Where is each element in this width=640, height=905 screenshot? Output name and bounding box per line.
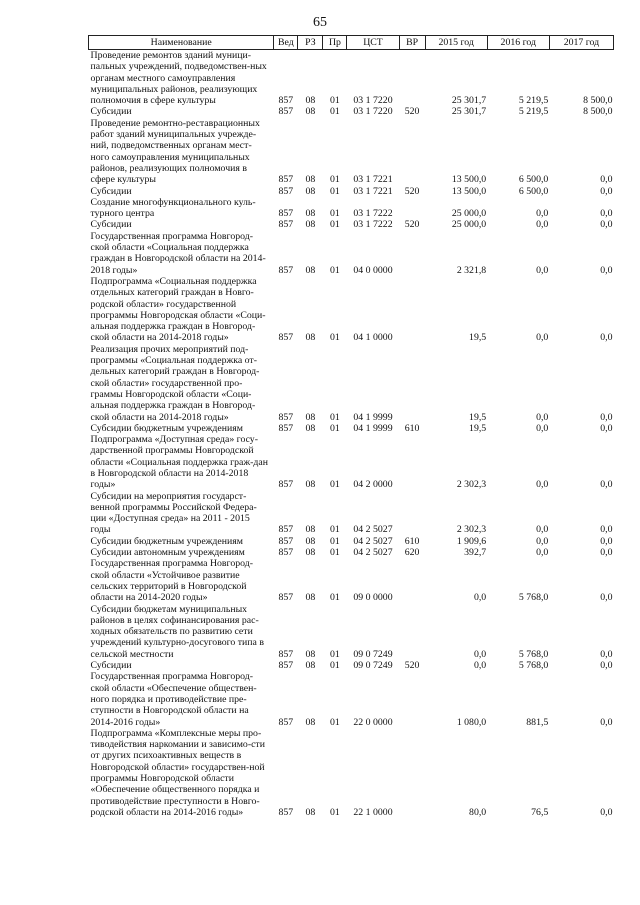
header-name: Наименование [89,36,274,50]
table-row [89,536,614,547]
row-vr: 520 [404,185,420,197]
row-year-2016: 0,0 [536,422,549,434]
row-name: Государственная программа Новгород-ской области «Обеспечение обществен-ного порядка и противодействие пре-ступности в Новгородской области на 2014-2016 годы» [90,671,257,728]
row-ved: 857 [278,806,294,818]
row-year-2015: 19,5 [469,411,487,423]
row-cst: 09 0 7249 [353,648,393,660]
row-year-2015: 25 301,7 [451,106,487,118]
row-vr: 520 [404,660,420,672]
row-rz: 08 [305,535,316,547]
row-cst: 04 1 9999 [353,411,393,423]
row-year-2015: 19,5 [469,422,487,434]
row-rz: 08 [305,547,316,559]
row-name: Подпрограмма «Комплексные меры про-тиводействия наркомании и зависимо-сти от других психоактивных веществ в Новгородской области» государствен-ной программы Новгородской области «Обеспечение общественного порядка и противодействие преступности в Новго-родской области на 2014-2016 годы» [90,727,265,818]
row-rz: 08 [305,219,316,231]
row-vr [399,728,425,818]
row-name: Субсидии [90,219,132,231]
budget-table [88,35,614,818]
table-row [89,197,614,220]
row-name: Государственная программа Новгород-ской области «Устойчивое развитие сельских территорий в Новгородской области на 2014-2020 годы» [90,558,253,604]
row-cst: 09 0 7249 [353,660,393,672]
row-ved: 857 [278,660,294,672]
row-rz: 08 [305,174,316,186]
row-year-2016: 6 500,0 [518,174,549,186]
row-vr: 610 [404,535,420,547]
row-vr [399,197,425,220]
row-year-2017: 0,0 [600,716,613,728]
row-year-2016: 0,0 [536,208,549,220]
row-name: Субсидии [90,185,132,197]
row-rz: 08 [305,524,316,536]
row-year-2015: 19,5 [469,332,487,344]
row-year-2016: 0,0 [536,479,549,491]
row-pr: 01 [330,422,340,434]
row-pr: 01 [330,264,340,276]
row-year-2016: 5 219,5 [518,106,549,118]
row-cst: 04 1 0000 [353,332,393,344]
row-year-2016: 76,5 [531,806,549,818]
row-year-2016: 0,0 [536,264,549,276]
row-cst: 22 0 0000 [353,716,393,728]
row-year-2016: 5 219,5 [518,95,549,107]
row-year-2017: 0,0 [600,264,613,276]
row-year-2017: 8 500,0 [583,95,613,107]
header-pr: Пр [323,36,347,50]
row-cst: 04 2 5027 [353,547,393,559]
row-name: Субсидии [90,106,132,118]
table-row [89,434,614,490]
row-name: Реализация прочих мероприятий под-программы «Социальная поддержка от-дельных категорий граждан в Новгород-ской области» государственной про-граммы Новгородской области «Соци-альная поддержка граждан в Новгород-ской области на 2014-2018 годы» [90,343,260,423]
row-pr: 01 [330,592,340,604]
page-number: 65 [313,15,327,30]
row-name: Субсидии бюджетным учреждениям [90,535,243,547]
row-year-2016: 6 500,0 [518,185,549,197]
row-rz: 08 [305,106,316,118]
row-year-2015: 80,0 [469,806,487,818]
row-year-2016: 0,0 [536,411,549,423]
row-year-2017: 0,0 [600,208,613,220]
row-rz: 08 [305,264,316,276]
row-ved: 857 [278,422,294,434]
row-cst: 22 1 0000 [353,806,393,818]
row-name: Государственная программа Новгород-ской области «Социальная поддержка граждан в Новгородской области на 2014-2018 годы» [90,230,266,276]
row-ved: 857 [278,592,294,604]
row-year-2017: 0,0 [600,660,613,672]
row-year-2015: 13 500,0 [451,185,487,197]
row-year-2015: 2 302,3 [456,479,487,491]
table-row [89,231,614,276]
row-year-2015: 1 080,0 [456,716,487,728]
row-ved: 857 [278,264,294,276]
row-year-2017: 0,0 [600,592,613,604]
row-vr [399,434,425,490]
row-year-2015: 13 500,0 [451,174,487,186]
row-pr: 01 [330,535,340,547]
row-ved: 857 [278,208,294,220]
table-row [89,118,614,186]
row-cst: 03 1 7221 [353,174,393,186]
row-pr: 01 [330,332,340,344]
table-row [89,186,614,197]
row-year-2016: 0,0 [536,524,549,536]
row-rz: 08 [305,95,316,107]
row-cst: 04 2 0000 [353,479,393,491]
row-rz: 08 [305,208,316,220]
row-vr [399,671,425,727]
row-vr: 520 [404,106,420,118]
row-vr [399,604,425,660]
row-year-2016: 5 768,0 [518,660,549,672]
row-ved: 857 [278,411,294,423]
row-name: Субсидии бюджетным учреждениям [90,422,243,434]
row-ved: 857 [278,535,294,547]
header-row [89,36,614,50]
row-year-2015: 392,7 [464,547,487,559]
row-rz: 08 [305,411,316,423]
row-rz: 08 [305,422,316,434]
row-year-2017: 0,0 [600,185,613,197]
row-cst: 09 0 0000 [353,592,393,604]
header-vr: ВР [399,36,425,50]
table-row [89,671,614,727]
row-pr: 01 [330,208,340,220]
row-name: Субсидии автономным учреждениям [90,547,245,559]
header-rz: РЗ [298,36,323,50]
row-cst: 03 1 7222 [353,208,393,220]
row-cst: 03 1 7221 [353,185,393,197]
row-cst: 03 1 7220 [353,106,393,118]
row-ved: 857 [278,95,294,107]
row-year-2017: 8 500,0 [583,106,613,118]
row-name: Подпрограмма «Доступная среда» госу-дарственной программы Новгородской области «Социальная поддержка граж-дан в Новгородской области на 2014-2018 годы» [90,434,268,491]
row-cst: 04 1 9999 [353,422,393,434]
row-name: Проведение ремонтов зданий муници-пальных учреждений, подведомствен-ных органам местного самоуправления муниципальных районов, реализующих полномочия в сфере культуры [90,50,267,107]
row-rz: 08 [305,332,316,344]
header-ved: Вед [274,36,298,50]
row-cst: 04 0 0000 [353,264,393,276]
row-year-2016: 5 768,0 [518,648,549,660]
row-ved: 857 [278,174,294,186]
row-ved: 857 [278,547,294,559]
table-row [89,558,614,603]
row-year-2017: 0,0 [600,535,613,547]
row-year-2016: 5 768,0 [518,592,549,604]
table-row [89,728,614,818]
row-year-2017: 0,0 [600,648,613,660]
table-row [89,604,614,660]
row-vr: 520 [404,219,420,231]
row-ved: 857 [278,185,294,197]
row-year-2015: 25 000,0 [451,219,487,231]
row-pr: 01 [330,716,340,728]
row-year-2017: 0,0 [600,174,613,186]
row-name: Субсидии [90,660,132,672]
table-row [89,106,614,117]
row-ved: 857 [278,716,294,728]
row-vr [399,491,425,536]
row-vr [399,50,425,107]
row-pr: 01 [330,185,340,197]
row-name: Подпрограмма «Социальная поддержка отдельных категорий граждан в Новго-родской области» государственной программы Новгородская области «Соци-альная поддержка граждан в Новгород-ской области на 2014-2018 годы» [90,275,266,344]
row-year-2015: 2 321,8 [456,264,487,276]
row-vr [399,276,425,344]
row-year-2017: 0,0 [600,332,613,344]
row-name: Проведение ремонтно-реставрационных работ зданий муниципальных учрежде-ний, подведомственных органам мест-ного самоуправления муниципальных районов, реализующих полномочия в сфере культуры [90,117,260,186]
row-vr: 620 [404,547,420,559]
row-vr [399,118,425,186]
row-year-2015: 0,0 [473,648,487,660]
row-ved: 857 [278,106,294,118]
row-year-2015: 25 000,0 [451,208,487,220]
row-year-2016: 881,5 [526,716,549,728]
table-row [89,660,614,671]
row-pr: 01 [330,411,340,423]
row-vr [399,231,425,276]
table-row [89,344,614,423]
row-cst: 03 1 7220 [353,95,393,107]
row-rz: 08 [305,806,316,818]
row-year-2016: 0,0 [536,332,549,344]
row-pr: 01 [330,174,340,186]
row-year-2016: 0,0 [536,535,549,547]
row-year-2015: 1 909,6 [456,535,487,547]
table-row [89,276,614,344]
row-pr: 01 [330,479,340,491]
row-cst: 04 2 5027 [353,535,393,547]
row-vr [399,558,425,603]
row-rz: 08 [305,185,316,197]
row-pr: 01 [330,524,340,536]
row-year-2015: 0,0 [473,660,487,672]
row-name: Создание многофункционального куль-турного центра [90,196,256,220]
row-year-2016: 0,0 [536,547,549,559]
row-rz: 08 [305,716,316,728]
row-vr [399,344,425,423]
row-name: Субсидии на мероприятия государст-венной программы Российской Федера-ции «Доступная среда» на 2011 - 2015 годы [90,490,257,536]
row-year-2016: 0,0 [536,219,549,231]
row-year-2017: 0,0 [600,411,613,423]
table-row [89,423,614,434]
row-rz: 08 [305,648,316,660]
row-pr: 01 [330,547,340,559]
row-cst: 04 2 5027 [353,524,393,536]
table-row [89,491,614,536]
row-rz: 08 [305,660,316,672]
table-row [89,547,614,558]
table-body [89,50,614,819]
row-pr: 01 [330,806,340,818]
row-pr: 01 [330,660,340,672]
header-year-2015: 2015 год [425,36,487,50]
row-year-2017: 0,0 [600,422,613,434]
row-ved: 857 [278,648,294,660]
row-ved: 857 [278,219,294,231]
row-year-2015: 25 301,7 [451,95,487,107]
row-cst: 03 1 7222 [353,219,393,231]
header-year-2016: 2016 год [487,36,549,50]
row-year-2017: 0,0 [600,547,613,559]
table-row [89,50,614,107]
row-ved: 857 [278,479,294,491]
header-year-2017: 2017 год [549,36,613,50]
row-year-2017: 0,0 [600,806,613,818]
row-year-2017: 0,0 [600,479,613,491]
table-row [89,219,614,230]
row-pr: 01 [330,219,340,231]
table-header [89,36,614,50]
row-year-2017: 0,0 [600,524,613,536]
row-year-2015: 0,0 [473,592,487,604]
row-pr: 01 [330,648,340,660]
row-name: Субсидии бюджетам муниципальных районов в целях софинансирования рас-ходных обязательств по развитию сети учреждений культурно-досугового типа в сельской местности [90,603,264,660]
row-year-2015: 2 302,3 [456,524,487,536]
header-cst: ЦСТ [347,36,399,50]
row-pr: 01 [330,95,340,107]
row-vr: 610 [404,422,420,434]
row-ved: 857 [278,332,294,344]
row-ved: 857 [278,524,294,536]
row-year-2017: 0,0 [600,219,613,231]
row-rz: 08 [305,592,316,604]
row-rz: 08 [305,479,316,491]
row-pr: 01 [330,106,340,118]
